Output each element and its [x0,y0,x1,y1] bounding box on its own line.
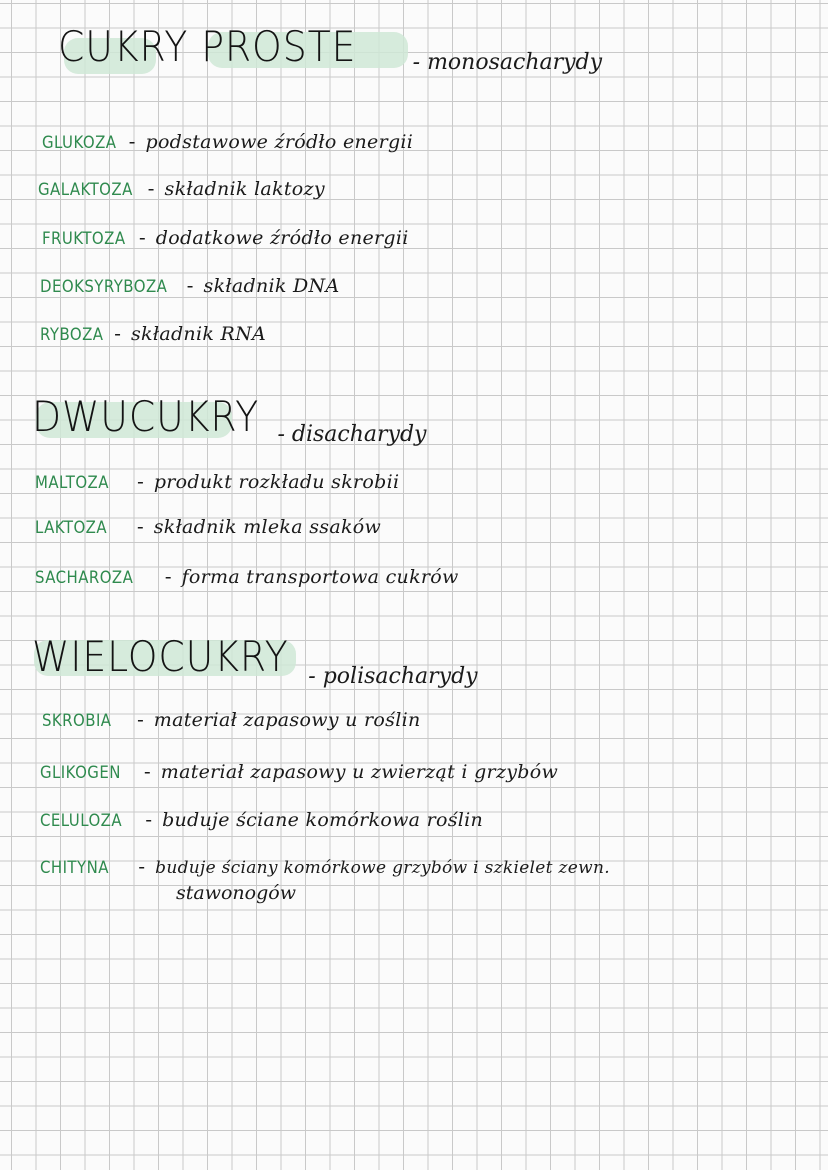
term: SACHAROZA [35,568,134,588]
list-item: FRUKTOZA - dodatkowe źródło energii [42,227,409,249]
list-item: SACHAROZA - forma transportowa cukrów [35,566,459,588]
term: MALTOZA [35,473,109,493]
term: RYBOZA [40,325,104,345]
definition: forma transportowa cukrów [181,566,459,588]
section-title: CUKRY PROSTE [58,22,357,71]
section-subtitle: - disacharydy [277,422,427,447]
definition: dodatkowe źródło energii [155,227,409,249]
definition: materiał zapasowy u roślin [153,709,421,731]
definition: produkt rozkładu skrobii [153,471,400,493]
list-item: DEOKSYRYBOZA - składnik DNA [40,275,340,297]
list-item: LAKTOZA - składnik mleka ssaków [35,516,382,538]
definition: składnik mleka ssaków [153,516,382,538]
term: GLUKOZA [42,133,117,153]
list-item: GLUKOZA - podstawowe źródło energii [42,131,414,153]
section-subtitle: - polisacharydy [308,664,478,689]
term: SKROBIA [42,711,112,731]
definition: podstawowe źródło energii [145,131,414,153]
term: CELULOZA [40,811,123,831]
definition: składnik laktozy [164,178,325,200]
section-title: WIELOCUKRY [32,632,289,681]
definition: buduje ściane komórkowa roślin [162,809,484,831]
term: GALAKTOZA [38,180,133,200]
term: DEOKSYRYBOZA [40,277,168,297]
section-dwucukry-heading [32,392,427,447]
term: LAKTOZA [35,518,108,538]
section-title: DWUCUKRY [32,392,260,441]
term: FRUKTOZA [42,229,126,249]
list-item: GALAKTOZA - składnik laktozy [38,178,325,200]
section-wielocukry-heading [32,632,478,689]
term: GLIKOGEN [40,763,121,783]
definition-continuation: stawonogów [176,882,296,904]
definition: składnik DNA [203,275,340,297]
definition: materiał zapasowy u zwierząt i grzybów [160,761,559,783]
section-subtitle: - monosacharydy [412,50,603,75]
list-item: SKROBIA - materiał zapasowy u roślin [42,709,421,731]
list-item: CHITYNA - buduje ściany komórkowe grzybów i szkielet zewn. [40,856,610,878]
definition: buduje ściany komórkowe grzybów i szkielet zewn. [155,858,610,878]
section-cukry-proste-heading [58,22,603,75]
term: CHITYNA [40,858,109,878]
list-item: RYBOZA - składnik RNA [40,323,267,345]
definition: składnik RNA [131,323,267,345]
list-item: CELULOZA - buduje ściane komórkowa roślin [40,809,484,831]
list-item: GLIKOGEN - materiał zapasowy u zwierząt i grzybów [40,761,559,783]
list-item: MALTOZA - produkt rozkładu skrobii [35,471,400,493]
